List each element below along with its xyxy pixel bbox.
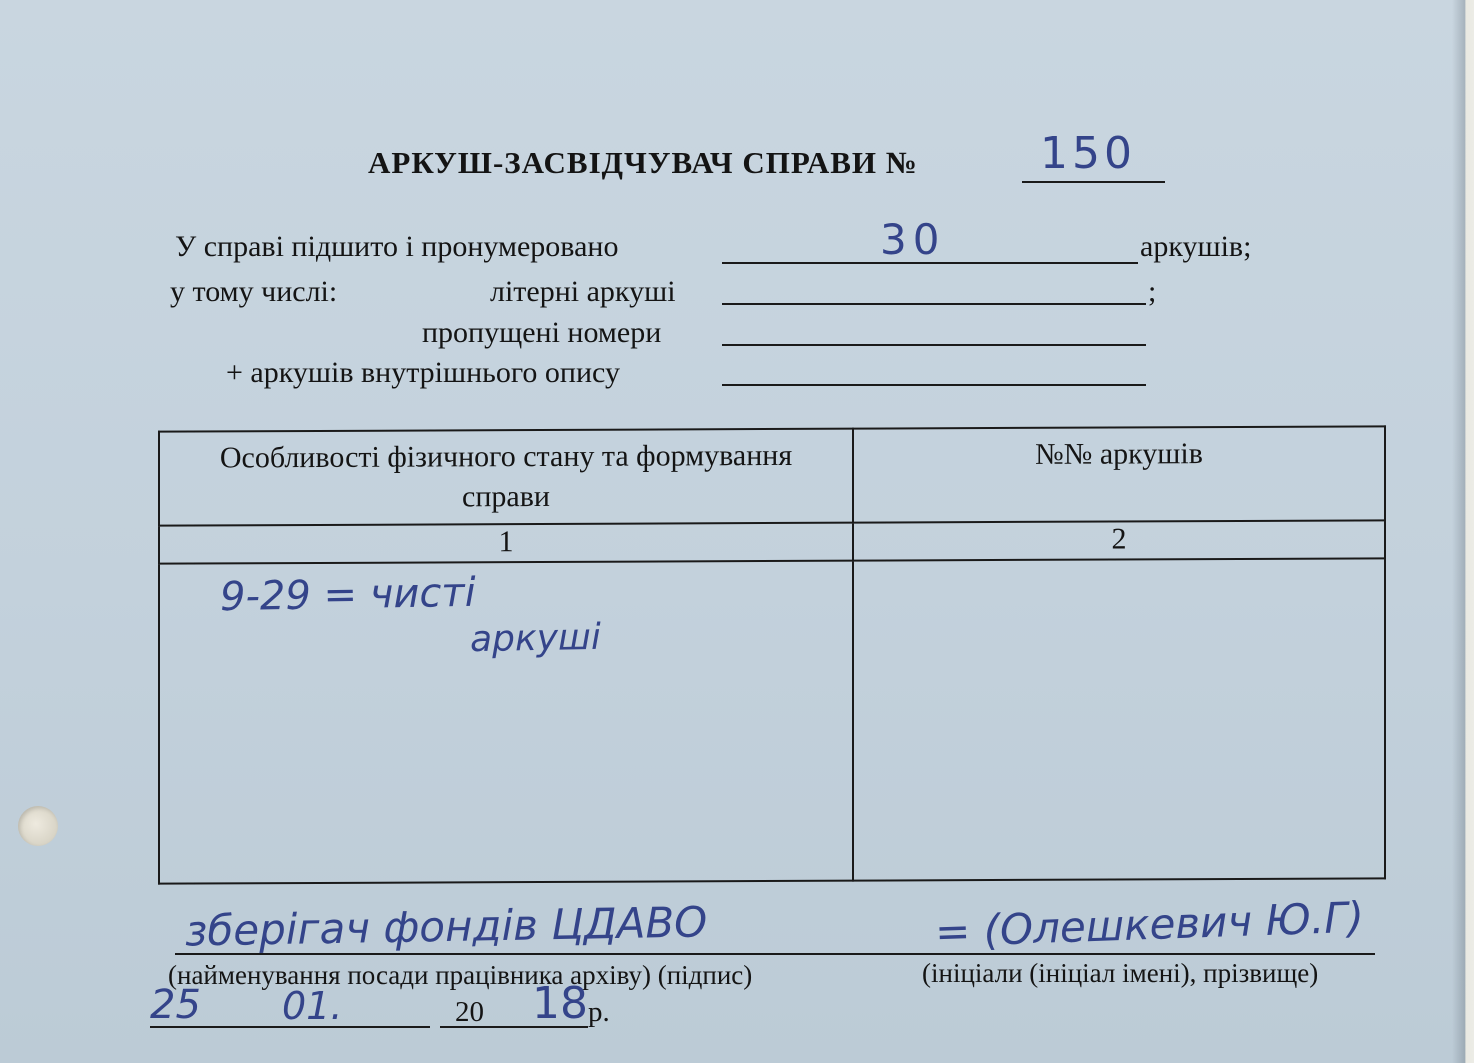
table-header-condition: Особливості фізичного стану та формування справи bbox=[159, 429, 853, 526]
condition-note-line-1: 9-29 = чисті bbox=[219, 569, 477, 621]
date-month-handwritten: 01. bbox=[282, 984, 343, 1028]
date-year-unit: р. bbox=[588, 996, 610, 1028]
letter-sheets-suffix: ; bbox=[1148, 275, 1157, 308]
position-handwritten: зберігач фондів ЦДАВО bbox=[184, 897, 708, 956]
table-number-row bbox=[159, 520, 1385, 563]
table-header-sheets: №№ аркушів bbox=[853, 426, 1385, 522]
sewn-sheets-value: 30 bbox=[880, 215, 946, 264]
missing-numbers-label: пропущені номери bbox=[422, 316, 662, 349]
signature-line bbox=[175, 953, 1375, 955]
column-number-1: 1 bbox=[159, 523, 853, 564]
paper-edge bbox=[1452, 0, 1474, 1063]
name-caption: (ініціали (ініціал імені), прізвище) bbox=[922, 958, 1319, 988]
sheets-cell bbox=[853, 558, 1385, 880]
case-number-line bbox=[1022, 181, 1165, 183]
inventory-sheets-label: + аркушів внутрішнього опису bbox=[226, 356, 620, 389]
punch-hole bbox=[18, 806, 58, 846]
name-handwritten: = (Олешкевич Ю.Г) bbox=[934, 892, 1365, 957]
column-number-2: 2 bbox=[853, 520, 1385, 560]
date-year-handwritten: 18 bbox=[532, 978, 588, 1029]
including-label: у тому числі: bbox=[170, 275, 338, 308]
inventory-sheets-line bbox=[722, 384, 1146, 386]
letter-sheets-label: літерні аркуші bbox=[490, 275, 676, 308]
document-title: АРКУШ-ЗАСВІДЧУВАЧ СПРАВИ № bbox=[368, 145, 918, 180]
condition-table bbox=[158, 425, 1386, 884]
sewn-sheets-label: У справі підшито і пронумеровано bbox=[175, 230, 619, 263]
case-number-handwritten: 150 bbox=[1040, 128, 1136, 179]
missing-numbers-line bbox=[722, 344, 1146, 346]
sewn-sheets-suffix: аркушів; bbox=[1140, 230, 1252, 263]
letter-sheets-line bbox=[722, 303, 1146, 305]
condition-note-line-2: аркуші bbox=[469, 616, 602, 661]
table-header-row bbox=[159, 426, 1385, 525]
date-year-prefix: 20 bbox=[455, 996, 484, 1028]
position-signature-caption: (найменування посади працівника архіву) (підпис) bbox=[168, 960, 753, 990]
date-day-handwritten: 25 bbox=[150, 982, 201, 1028]
